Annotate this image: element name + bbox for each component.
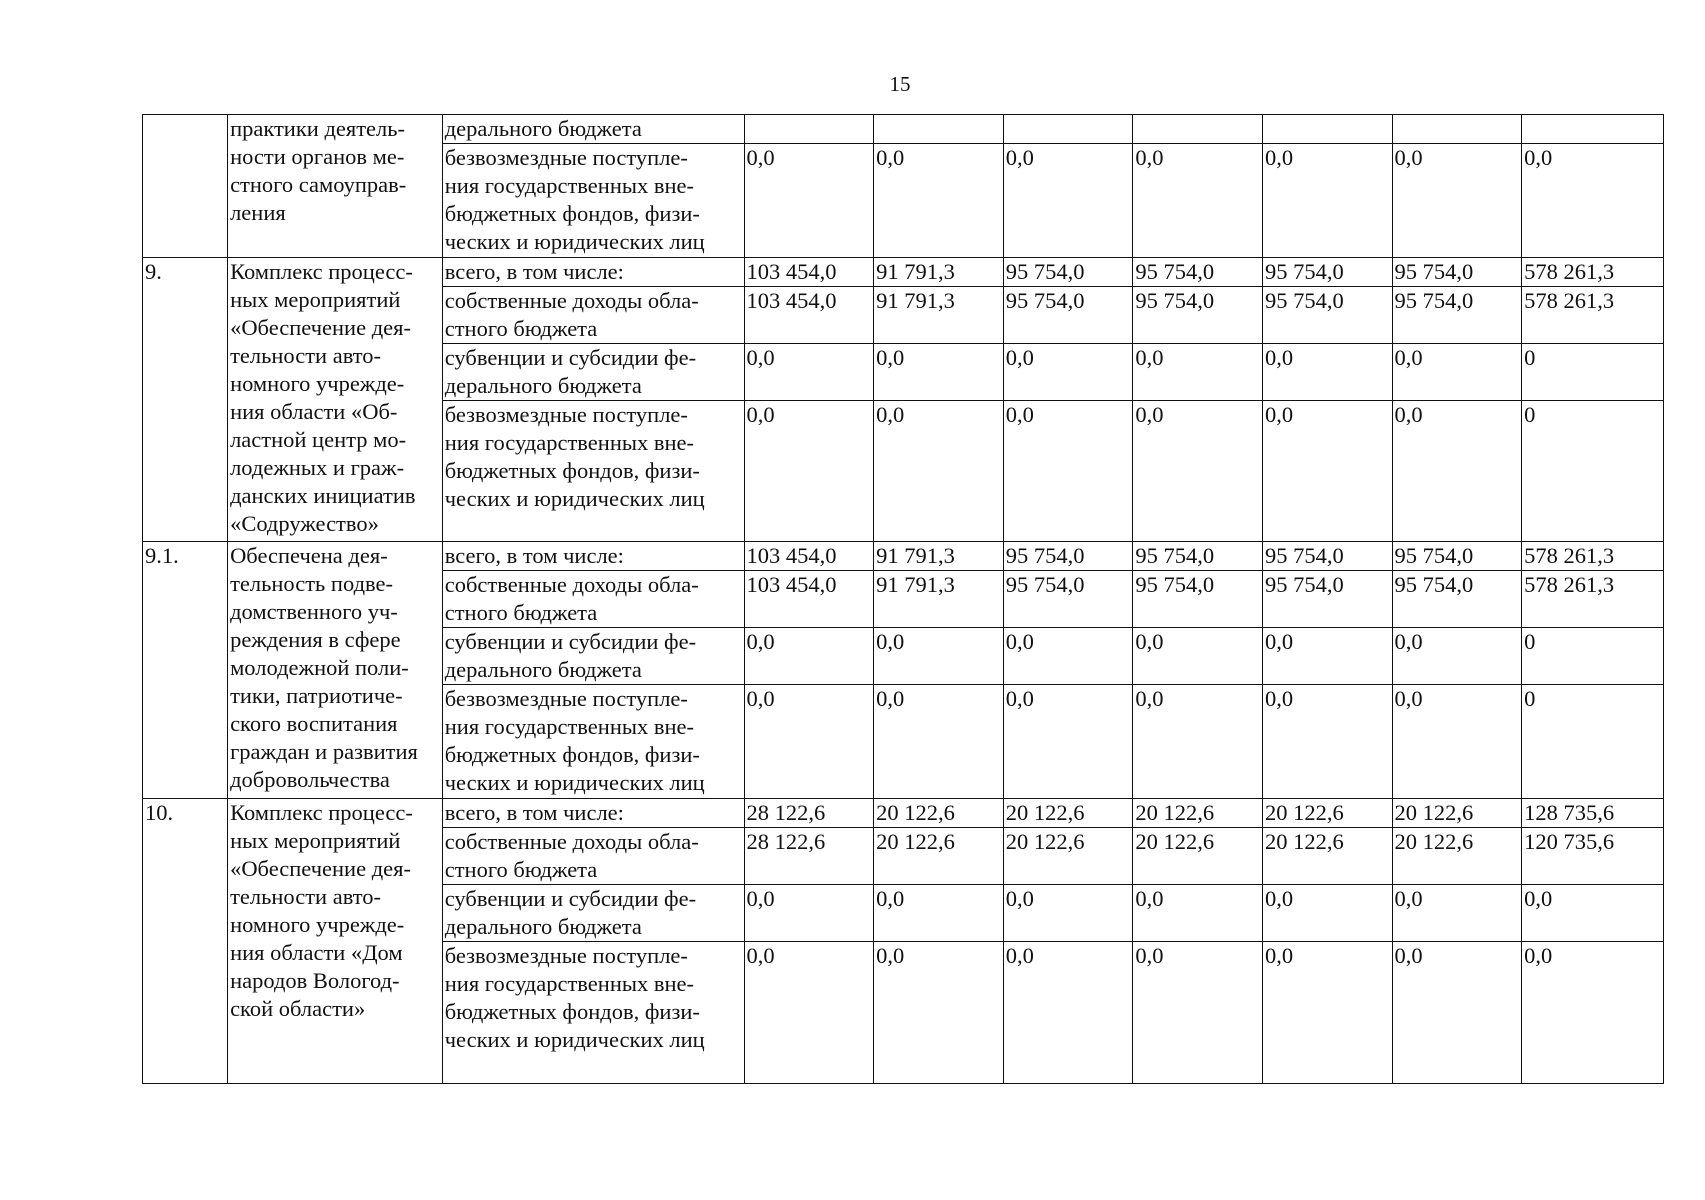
- year-value-cell: [744, 344, 874, 401]
- year-value-cell: [744, 115, 874, 144]
- year-value: 103 454,0: [746, 543, 837, 568]
- year-value-cell: [744, 571, 874, 628]
- year-value: 0,0: [1005, 145, 1034, 170]
- year-value: 0,0: [876, 943, 905, 968]
- year-value-cell: [1392, 628, 1522, 685]
- year-value-cell: [1392, 942, 1522, 1084]
- total-value-cell: [1522, 628, 1664, 685]
- item-name: Обеспечена дея- тельность подве- домственного уч- реждения в сфере молодежной поли- тики, патриотиче- ского воспитания граждан и развития добровольчества: [230, 543, 418, 792]
- year-value: 0,0: [876, 629, 905, 654]
- total-value-cell: [1522, 685, 1664, 799]
- funding-source-cell: [442, 942, 744, 1084]
- year-value-cell: [1392, 258, 1522, 287]
- year-value: 0,0: [746, 686, 775, 711]
- year-value-cell: [874, 685, 1004, 799]
- year-value: 20 122,6: [1394, 829, 1474, 854]
- year-value: 0,0: [1394, 686, 1423, 711]
- funding-source: дерального бюджета: [444, 116, 642, 141]
- item-name-cell: [228, 799, 443, 1084]
- year-value-cell: [1262, 628, 1392, 685]
- funding-source-cell: [442, 628, 744, 685]
- year-value-cell: [1133, 258, 1263, 287]
- year-value: 95 754,0: [1135, 572, 1215, 597]
- table-row: [143, 115, 1664, 144]
- year-value: 103 454,0: [746, 259, 837, 284]
- year-value-cell: [1392, 401, 1522, 542]
- item-name-cell: [228, 115, 443, 258]
- year-value-cell: [1003, 144, 1133, 258]
- year-value-cell: [1262, 885, 1392, 942]
- table-row: [143, 542, 1664, 571]
- year-value-cell: [874, 144, 1004, 258]
- funding-source-cell: [442, 344, 744, 401]
- funding-source: субвенции и субсидии фе- дерального бюджета: [444, 629, 697, 682]
- year-value: 20 122,6: [876, 829, 955, 854]
- year-value-cell: [744, 685, 874, 799]
- year-value: 95 754,0: [1264, 543, 1344, 568]
- year-value-cell: [744, 542, 874, 571]
- year-value-cell: [1262, 542, 1392, 571]
- item-name-cell: [228, 258, 443, 542]
- funding-source: всего, в том числе:: [444, 543, 624, 568]
- total-value-cell: [1522, 828, 1664, 885]
- year-value: 95 754,0: [1394, 572, 1474, 597]
- item-name: практики деятель- ности органов ме- стного самоуправ- ления: [230, 116, 407, 225]
- year-value-cell: [1392, 828, 1522, 885]
- year-value-cell: [744, 401, 874, 542]
- year-value-cell: [1392, 115, 1522, 144]
- year-value-cell: [1003, 685, 1133, 799]
- year-value-cell: [1133, 144, 1263, 258]
- year-value: 0,0: [1135, 345, 1164, 370]
- funding-source: всего, в том числе:: [444, 259, 624, 284]
- year-value-cell: [1392, 571, 1522, 628]
- year-value-cell: [744, 144, 874, 258]
- year-value-cell: [1262, 401, 1392, 542]
- year-value-cell: [1133, 115, 1263, 144]
- year-value: 0,0: [876, 345, 905, 370]
- year-value-cell: [1003, 401, 1133, 542]
- total-value: 578 261,3: [1524, 572, 1615, 597]
- year-value: 0,0: [876, 402, 905, 427]
- total-value-cell: [1522, 799, 1664, 828]
- table-row: [143, 799, 1664, 828]
- total-value: 578 261,3: [1524, 543, 1615, 568]
- year-value: 95 754,0: [1135, 543, 1215, 568]
- year-value: 0,0: [876, 886, 905, 911]
- funding-source: собственные доходы обла- стного бюджета: [444, 288, 699, 341]
- year-value-cell: [1133, 942, 1263, 1084]
- year-value: 0,0: [1005, 886, 1034, 911]
- funding-source: собственные доходы обла- стного бюджета: [444, 829, 699, 882]
- total-value: 578 261,3: [1524, 259, 1615, 284]
- year-value: 0,0: [876, 686, 905, 711]
- year-value: 28 122,6: [746, 829, 826, 854]
- year-value: 0,0: [746, 943, 775, 968]
- total-value-cell: [1522, 942, 1664, 1084]
- item-number: 9.: [145, 259, 162, 284]
- item-number-cell: [143, 799, 228, 1084]
- budget-table: [142, 114, 1664, 1084]
- year-value: 0,0: [746, 145, 775, 170]
- funding-source-cell: [442, 287, 744, 344]
- total-value-cell: [1522, 344, 1664, 401]
- year-value-cell: [1003, 628, 1133, 685]
- total-value: 0: [1524, 345, 1536, 370]
- funding-source-cell: [442, 542, 744, 571]
- funding-source-cell: [442, 115, 744, 144]
- year-value-cell: [874, 115, 1004, 144]
- year-value-cell: [1392, 287, 1522, 344]
- year-value-cell: [1262, 828, 1392, 885]
- year-value: 0,0: [1394, 943, 1423, 968]
- year-value-cell: [744, 942, 874, 1084]
- funding-source: всего, в том числе:: [444, 800, 624, 825]
- year-value: 0,0: [1394, 886, 1423, 911]
- year-value: 20 122,6: [1394, 800, 1474, 825]
- year-value: 0,0: [1264, 402, 1294, 427]
- year-value: 0,0: [1135, 943, 1164, 968]
- year-value: 95 754,0: [1135, 259, 1215, 284]
- year-value-cell: [874, 942, 1004, 1084]
- total-value: 0,0: [1524, 886, 1553, 911]
- total-value-cell: [1522, 401, 1664, 542]
- year-value: 91 791,3: [876, 572, 955, 597]
- year-value: 0,0: [746, 886, 775, 911]
- year-value: 95 754,0: [1005, 288, 1085, 313]
- year-value-cell: [1003, 287, 1133, 344]
- funding-source-cell: [442, 144, 744, 258]
- year-value: 0,0: [746, 345, 775, 370]
- year-value: 20 122,6: [1135, 800, 1215, 825]
- total-value: 0,0: [1524, 943, 1553, 968]
- year-value: 20 122,6: [1005, 829, 1085, 854]
- table-body: [143, 115, 1664, 1084]
- year-value-cell: [1003, 115, 1133, 144]
- year-value: 95 754,0: [1005, 543, 1085, 568]
- year-value-cell: [1003, 828, 1133, 885]
- year-value-cell: [1133, 885, 1263, 942]
- year-value: 0,0: [1135, 629, 1164, 654]
- total-value-cell: [1522, 287, 1664, 344]
- year-value: 91 791,3: [876, 543, 955, 568]
- year-value: 95 754,0: [1394, 288, 1474, 313]
- year-value: 20 122,6: [876, 800, 955, 825]
- total-value: 0: [1524, 686, 1536, 711]
- year-value-cell: [1262, 571, 1392, 628]
- total-value-cell: [1522, 115, 1664, 144]
- total-value: 0: [1524, 629, 1536, 654]
- item-number-cell: [143, 115, 228, 258]
- year-value: 95 754,0: [1264, 288, 1344, 313]
- funding-source-cell: [442, 799, 744, 828]
- year-value: 0,0: [1005, 345, 1034, 370]
- funding-source: субвенции и субсидии фе- дерального бюджета: [444, 345, 697, 398]
- funding-source-cell: [442, 571, 744, 628]
- year-value: 0,0: [1394, 345, 1423, 370]
- year-value-cell: [1133, 828, 1263, 885]
- year-value-cell: [874, 258, 1004, 287]
- funding-source: безвозмездные поступле- ния государственных вне- бюджетных фондов, физи- ческих и юридических лиц: [444, 686, 705, 795]
- year-value-cell: [1392, 685, 1522, 799]
- year-value-cell: [744, 287, 874, 344]
- year-value-cell: [1003, 885, 1133, 942]
- year-value-cell: [744, 628, 874, 685]
- year-value: 0,0: [1135, 145, 1164, 170]
- year-value: 0,0: [1394, 145, 1423, 170]
- year-value-cell: [1262, 115, 1392, 144]
- year-value-cell: [874, 571, 1004, 628]
- funding-source: безвозмездные поступле- ния государственных вне- бюджетных фондов, физи- ческих и юридических лиц: [444, 145, 705, 254]
- total-value-cell: [1522, 571, 1664, 628]
- year-value: 95 754,0: [1394, 543, 1474, 568]
- year-value: 95 754,0: [1135, 288, 1215, 313]
- year-value-cell: [1133, 571, 1263, 628]
- year-value: 0,0: [1135, 686, 1164, 711]
- year-value-cell: [744, 258, 874, 287]
- year-value-cell: [1003, 542, 1133, 571]
- year-value: 0,0: [1394, 402, 1423, 427]
- funding-source-cell: [442, 828, 744, 885]
- total-value-cell: [1522, 542, 1664, 571]
- year-value-cell: [1133, 542, 1263, 571]
- total-value-cell: [1522, 885, 1664, 942]
- year-value: 0,0: [1394, 629, 1423, 654]
- year-value: 0,0: [746, 402, 775, 427]
- total-value: 128 735,6: [1524, 800, 1615, 825]
- year-value-cell: [1262, 799, 1392, 828]
- year-value-cell: [874, 828, 1004, 885]
- item-number-cell: [143, 542, 228, 799]
- year-value-cell: [1003, 344, 1133, 401]
- year-value-cell: [1133, 799, 1263, 828]
- year-value-cell: [1262, 258, 1392, 287]
- year-value: 20 122,6: [1135, 829, 1215, 854]
- item-name: Комплекс процесс- ных мероприятий «Обеспечение дея- тельности авто- номного учрежде- ния области «Об- ластной центр мо- лодежных и граж- данских инициатив «Содружество»: [230, 259, 416, 536]
- item-name-cell: [228, 542, 443, 799]
- year-value: 20 122,6: [1005, 800, 1085, 825]
- year-value-cell: [1133, 401, 1263, 542]
- year-value-cell: [1392, 885, 1522, 942]
- year-value-cell: [874, 799, 1004, 828]
- total-value-cell: [1522, 258, 1664, 287]
- year-value: 95 754,0: [1264, 259, 1344, 284]
- year-value-cell: [744, 885, 874, 942]
- year-value-cell: [1003, 799, 1133, 828]
- year-value: 20 122,6: [1264, 829, 1344, 854]
- year-value: 0,0: [1264, 145, 1294, 170]
- year-value-cell: [1003, 571, 1133, 628]
- year-value-cell: [874, 885, 1004, 942]
- year-value: 0,0: [1005, 943, 1034, 968]
- year-value: 0,0: [1264, 686, 1294, 711]
- year-value-cell: [744, 799, 874, 828]
- total-value: 120 735,6: [1524, 829, 1615, 854]
- table-row: [143, 258, 1664, 287]
- year-value-cell: [1262, 287, 1392, 344]
- year-value-cell: [1262, 685, 1392, 799]
- year-value: 0,0: [1135, 402, 1164, 427]
- year-value: 28 122,6: [746, 800, 826, 825]
- year-value-cell: [874, 287, 1004, 344]
- year-value: 91 791,3: [876, 288, 955, 313]
- year-value: 95 754,0: [1264, 572, 1344, 597]
- year-value: 0,0: [1135, 886, 1164, 911]
- year-value: 0,0: [1264, 345, 1294, 370]
- year-value-cell: [874, 401, 1004, 542]
- year-value: 0,0: [1264, 943, 1294, 968]
- funding-source: безвозмездные поступле- ния государственных вне- бюджетных фондов, физи- ческих и юридических лиц: [444, 402, 705, 511]
- year-value-cell: [1133, 344, 1263, 401]
- year-value-cell: [1392, 542, 1522, 571]
- year-value: 0,0: [1264, 886, 1294, 911]
- year-value-cell: [1262, 942, 1392, 1084]
- year-value-cell: [874, 344, 1004, 401]
- year-value: 95 754,0: [1394, 259, 1474, 284]
- year-value-cell: [1133, 685, 1263, 799]
- funding-source: субвенции и субсидии фе- дерального бюджета: [444, 886, 697, 939]
- total-value: 0,0: [1524, 145, 1553, 170]
- year-value: 91 791,3: [876, 259, 955, 284]
- funding-source-cell: [442, 685, 744, 799]
- year-value-cell: [1003, 258, 1133, 287]
- year-value: 95 754,0: [1005, 572, 1085, 597]
- year-value: 103 454,0: [746, 288, 837, 313]
- year-value: 0,0: [876, 145, 905, 170]
- year-value-cell: [1392, 344, 1522, 401]
- year-value-cell: [1392, 144, 1522, 258]
- item-number: 10.: [145, 800, 174, 825]
- year-value-cell: [744, 828, 874, 885]
- year-value-cell: [874, 542, 1004, 571]
- year-value-cell: [1392, 799, 1522, 828]
- item-name: Комплекс процесс- ных мероприятий «Обеспечение дея- тельности авто- номного учрежде- ния области «Дом народов Вологод- ской области»: [230, 800, 413, 1021]
- year-value: 20 122,6: [1264, 800, 1344, 825]
- funding-source-cell: [442, 885, 744, 942]
- funding-source-cell: [442, 401, 744, 542]
- year-value: 103 454,0: [746, 572, 837, 597]
- total-value: 0: [1524, 402, 1536, 427]
- total-value-cell: [1522, 144, 1664, 258]
- funding-source: безвозмездные поступле- ния государственных вне- бюджетных фондов, физи- ческих и юридических лиц: [444, 943, 705, 1052]
- year-value-cell: [1003, 942, 1133, 1084]
- year-value: 95 754,0: [1005, 259, 1085, 284]
- year-value-cell: [1133, 287, 1263, 344]
- year-value: 0,0: [1005, 686, 1034, 711]
- year-value: 0,0: [746, 629, 775, 654]
- funding-source: собственные доходы обла- стного бюджета: [444, 572, 699, 625]
- year-value-cell: [1262, 344, 1392, 401]
- year-value-cell: [1262, 144, 1392, 258]
- total-value: 578 261,3: [1524, 288, 1615, 313]
- year-value: 0,0: [1005, 629, 1034, 654]
- page-number: 15: [889, 72, 911, 96]
- year-value: 0,0: [1264, 629, 1294, 654]
- year-value-cell: [1133, 628, 1263, 685]
- item-number-cell: [143, 258, 228, 542]
- item-number: 9.1.: [145, 543, 179, 568]
- year-value: 0,0: [1005, 402, 1034, 427]
- year-value-cell: [874, 628, 1004, 685]
- funding-source-cell: [442, 258, 744, 287]
